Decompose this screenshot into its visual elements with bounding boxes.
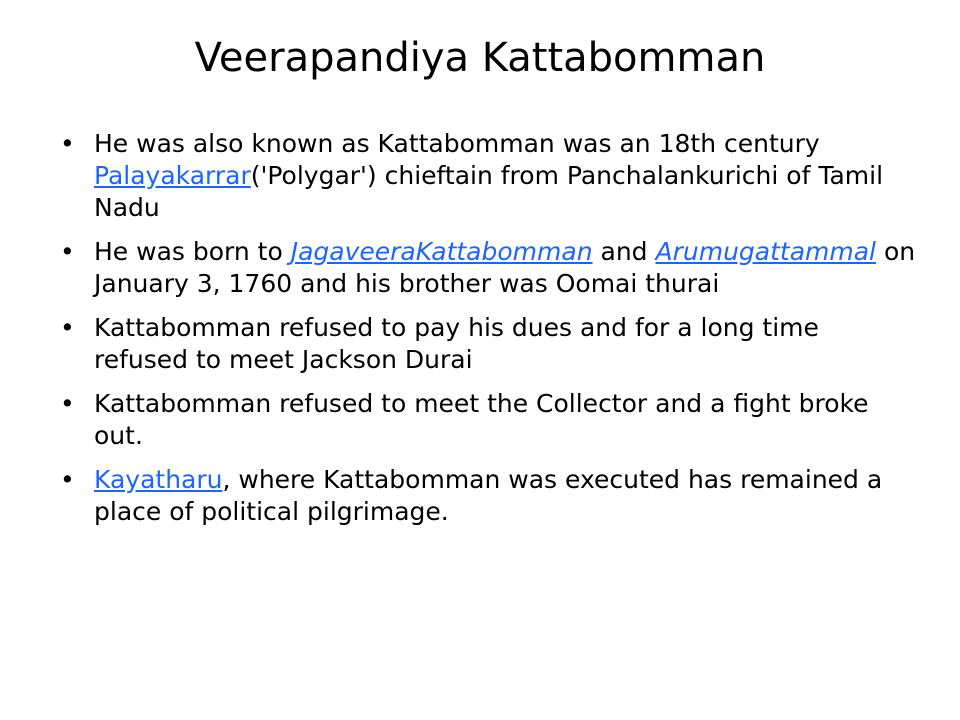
link-jagaveerakattabomman[interactable]: JagaveeraKattabomman bbox=[290, 237, 593, 266]
slide-title: Veerapandiya Kattabomman bbox=[194, 35, 766, 81]
bullet-item-3 bbox=[60, 312, 920, 376]
bullet-list bbox=[60, 128, 920, 540]
bullet-text: Kattabomman refused to meet the Collector and a fight broke out. bbox=[94, 389, 869, 450]
bullet-item-2 bbox=[60, 236, 920, 300]
bullet-item-1 bbox=[60, 128, 920, 224]
link-arumugattammal[interactable]: Arumugattammal bbox=[655, 237, 876, 266]
bullet-text: , where Kattabomman was executed has remained a place of political pilgrimage. bbox=[94, 465, 883, 526]
bullet-text: He was born to bbox=[94, 237, 291, 266]
bullet-text: Kattabomman refused to pay his dues and for a long time refused to meet Jackson Durai bbox=[94, 313, 819, 374]
bullet-dot-icon: • bbox=[60, 129, 75, 158]
bullet-item-5 bbox=[60, 464, 920, 528]
bullet-dot-icon: • bbox=[60, 389, 75, 418]
bullet-item-4 bbox=[60, 388, 920, 452]
bullet-dot-icon: • bbox=[60, 313, 75, 342]
bullet-text: and bbox=[592, 237, 656, 266]
link-kayatharu[interactable]: Kayatharu bbox=[94, 465, 223, 494]
bullet-text: on January 3, 1760 and his brother was Oomai thurai bbox=[94, 237, 916, 298]
link-palayakarrar[interactable]: Palayakarrar bbox=[94, 161, 251, 190]
bullet-text: ('Polygar') chieftain from Panchalankurichi of Tamil Nadu bbox=[94, 161, 884, 222]
bullet-dot-icon: • bbox=[60, 237, 75, 266]
bullet-dot-icon: • bbox=[60, 465, 75, 494]
bullet-text: He was also known as Kattabomman was an 18th century bbox=[94, 129, 820, 158]
